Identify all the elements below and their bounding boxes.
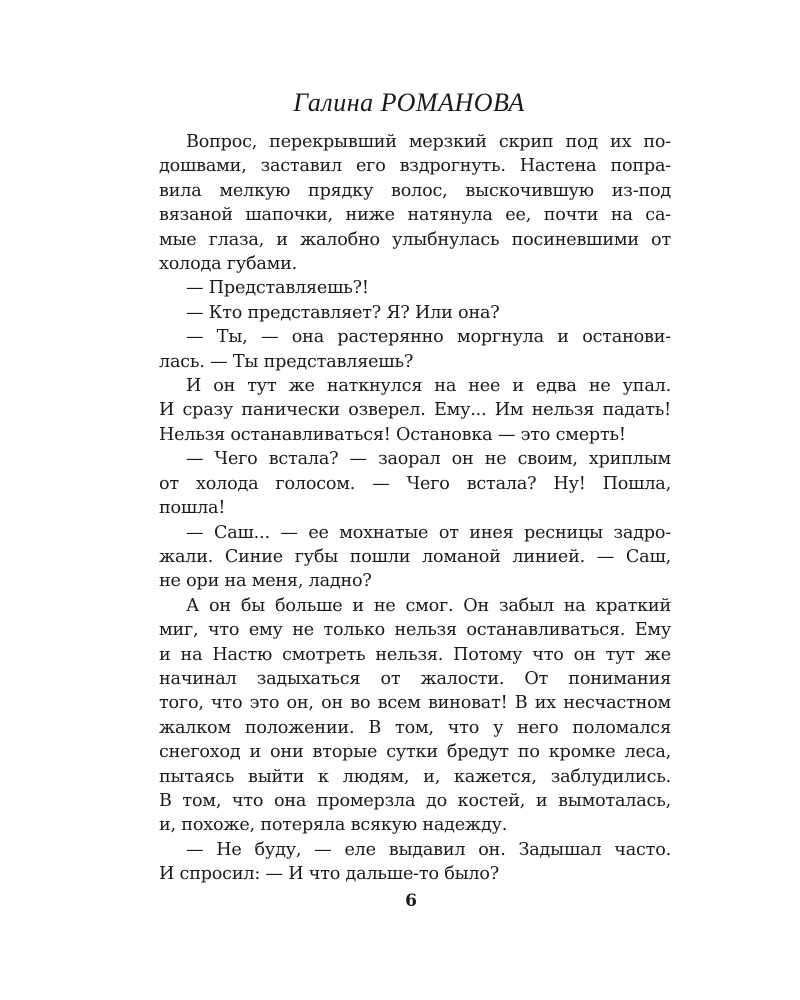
paragraph-6 bbox=[159, 447, 671, 520]
text-line: пытаясь выйти к людям, и, кажется, заблудились. bbox=[159, 766, 671, 787]
text-line: вязаной шапочки, ниже натянула ее, почти на са- bbox=[159, 205, 671, 226]
page-number: 6 bbox=[405, 891, 417, 911]
text-line: мые глаза, и жалобно улыбнулась посиневшими от bbox=[159, 229, 671, 250]
running-header-author: Галина РОМАНОВА bbox=[293, 88, 525, 117]
text-line: и, похоже, потеряла всякую надежду. bbox=[159, 815, 508, 836]
text-line: и на Настю смотреть нельзя. Потому что он тут же bbox=[159, 644, 671, 665]
text-line: начинал задыхаться от жалости. От понимания bbox=[159, 668, 671, 689]
text-line: миг, что ему не только нельзя останавливаться. Ему bbox=[159, 620, 671, 641]
text-line: вила мелкую прядку волос, выскочившую из-под bbox=[159, 180, 671, 201]
text-line: от холода голосом. — Чего встала? Ну! Пошла, bbox=[159, 473, 671, 494]
text-line: — Ты, — она растерянно моргнула и останови- bbox=[186, 327, 671, 348]
text-line: жали. Синие губы пошли ломаной линией. — Саш, bbox=[159, 546, 671, 567]
text-line: жалком положении. В том, что у него поломался bbox=[159, 717, 671, 738]
text-line: И сразу панически озверел. Ему... Им нельзя падать! bbox=[159, 400, 671, 421]
text-line: А он бы больше и не смог. Он забыл на краткий bbox=[186, 595, 671, 616]
paragraph-7 bbox=[159, 521, 671, 594]
text-line: И спросил: — И что дальше-то было? bbox=[159, 864, 500, 885]
text-line: дошвами, заставил его вздрогнуть. Настена попра- bbox=[159, 156, 671, 177]
text-line: — Кто представляет? Я? Или она? bbox=[186, 302, 500, 323]
body-text bbox=[159, 130, 671, 887]
text-line: не ори на меня, ладно? bbox=[159, 571, 372, 592]
text-line: снегоход и они вторые сутки бредут по кромке леса, bbox=[159, 742, 671, 763]
paragraph-8 bbox=[159, 594, 671, 838]
paragraph-5 bbox=[159, 374, 671, 447]
paragraph-9 bbox=[159, 838, 671, 887]
text-line: — Чего встала? — заорал он не своим, хриплым bbox=[186, 449, 671, 470]
text-line: — Представляешь?! bbox=[186, 278, 369, 299]
text-line: — Саш... — ее мохнатые от инея ресницы задро- bbox=[186, 522, 671, 543]
paragraph-3 bbox=[159, 301, 671, 325]
text-line: — Не буду, — еле выдавил он. Задышал часто. bbox=[186, 839, 671, 860]
text-line: холода губами. bbox=[159, 254, 298, 275]
text-line: В том, что она промерзла до костей, и вымоталась, bbox=[159, 790, 671, 811]
text-line: И он тут же наткнулся на нее и едва не упал. bbox=[186, 376, 671, 397]
paragraph-1 bbox=[159, 130, 671, 276]
text-line: Вопрос, перекрывший мерзкий скрип под их по- bbox=[186, 132, 671, 152]
text-line: того, что это он, он во всем виноват! В их несчастном bbox=[159, 693, 671, 714]
paragraph-4 bbox=[159, 325, 671, 374]
text-line: Нельзя останавливаться! Остановка — это смерть! bbox=[159, 424, 626, 445]
text-line: пошла! bbox=[159, 498, 226, 519]
paragraph-2 bbox=[159, 276, 671, 300]
text-line: лась. — Ты представляешь? bbox=[159, 351, 414, 372]
